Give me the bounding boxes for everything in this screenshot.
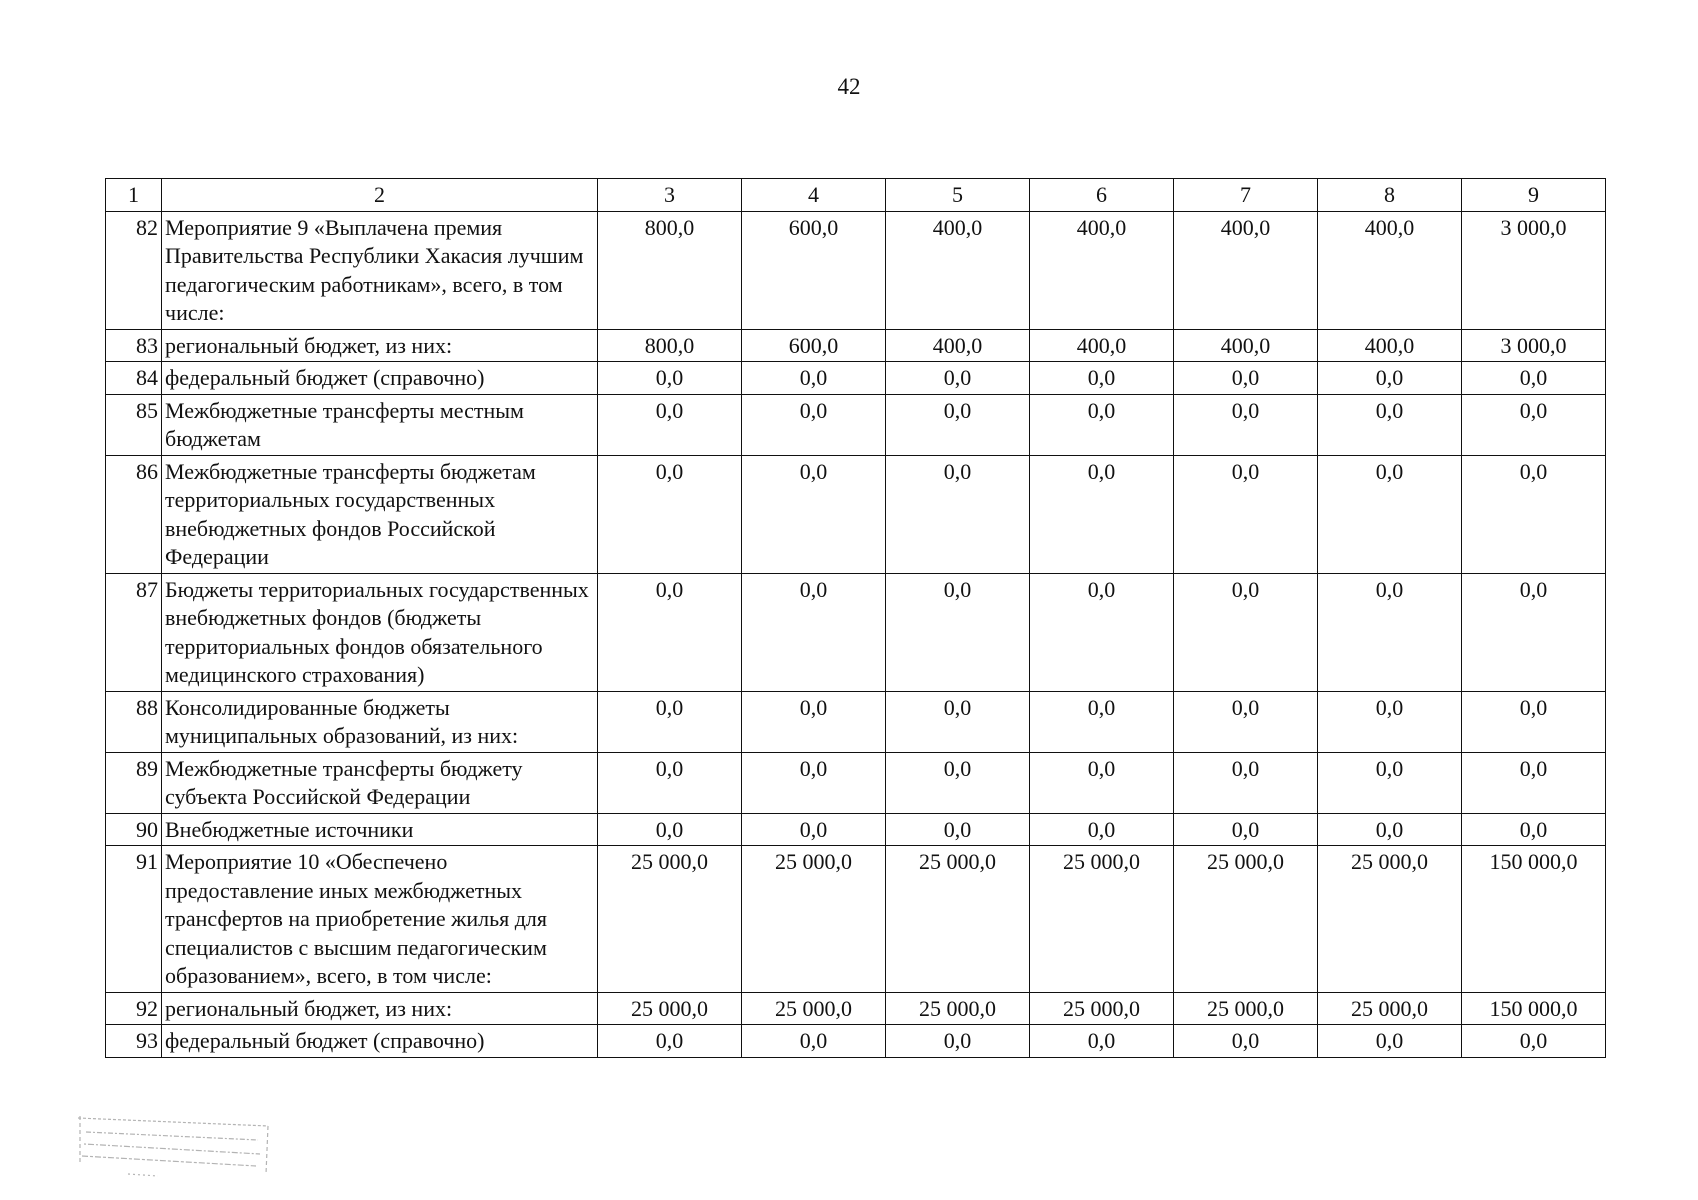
row-value: 25 000,0: [598, 846, 742, 993]
budget-table: [105, 178, 1606, 1058]
row-number: 93: [106, 1025, 162, 1058]
row-value: 0,0: [886, 691, 1030, 752]
row-value: 0,0: [1462, 752, 1606, 813]
row-value: 25 000,0: [742, 992, 886, 1025]
row-value: 0,0: [1318, 573, 1462, 691]
row-value: 0,0: [1174, 362, 1318, 395]
row-value: 0,0: [886, 362, 1030, 395]
row-value: 0,0: [1174, 691, 1318, 752]
row-value: 0,0: [598, 573, 742, 691]
row-value: 800,0: [598, 211, 742, 329]
row-value: 0,0: [1318, 455, 1462, 573]
table-row: [106, 691, 1606, 752]
row-value: 400,0: [1174, 211, 1318, 329]
row-value: 0,0: [1462, 362, 1606, 395]
row-value: 3 000,0: [1462, 329, 1606, 362]
row-value: 0,0: [1174, 394, 1318, 455]
column-header: 8: [1318, 179, 1462, 212]
row-value: 0,0: [1462, 813, 1606, 846]
table-row: [106, 752, 1606, 813]
faded-registration-stamp-icon: [68, 1112, 290, 1182]
row-description: федеральный бюджет (справочно): [162, 1025, 598, 1058]
row-value: 400,0: [886, 329, 1030, 362]
row-value: 0,0: [1318, 752, 1462, 813]
row-description: Консолидированные бюджеты муниципальных образований, из них:: [162, 691, 598, 752]
row-value: 0,0: [1318, 691, 1462, 752]
row-value: 800,0: [598, 329, 742, 362]
row-number: 83: [106, 329, 162, 362]
row-value: 25 000,0: [742, 846, 886, 993]
row-value: 400,0: [1030, 211, 1174, 329]
row-value: 600,0: [742, 329, 886, 362]
row-value: 0,0: [1030, 455, 1174, 573]
row-value: 0,0: [1462, 691, 1606, 752]
row-number: 82: [106, 211, 162, 329]
row-description: Бюджеты территориальных государственных внебюджетных фондов (бюджеты территориальных фондов обязательного медицинского страхования): [162, 573, 598, 691]
row-value: 400,0: [1174, 329, 1318, 362]
table-row: [106, 813, 1606, 846]
row-value: 0,0: [742, 455, 886, 573]
row-value: 0,0: [1318, 813, 1462, 846]
column-header: 7: [1174, 179, 1318, 212]
row-description: Мероприятие 9 «Выплачена премия Правительства Республики Хакасия лучшим педагогическим работникам», всего, в том числе:: [162, 211, 598, 329]
row-value: 0,0: [1030, 362, 1174, 395]
row-value: 0,0: [1318, 362, 1462, 395]
row-value: 0,0: [1030, 573, 1174, 691]
row-value: 0,0: [742, 752, 886, 813]
row-value: 0,0: [886, 813, 1030, 846]
row-number: 89: [106, 752, 162, 813]
row-value: 600,0: [742, 211, 886, 329]
row-value: 400,0: [1318, 329, 1462, 362]
row-value: 0,0: [742, 813, 886, 846]
row-number: 90: [106, 813, 162, 846]
row-value: 0,0: [1174, 1025, 1318, 1058]
page-number: 42: [837, 74, 861, 99]
row-value: 25 000,0: [598, 992, 742, 1025]
row-value: 25 000,0: [1030, 846, 1174, 993]
row-value: 0,0: [742, 394, 886, 455]
row-number: 86: [106, 455, 162, 573]
row-value: 0,0: [1030, 691, 1174, 752]
row-value: 0,0: [742, 1025, 886, 1058]
row-value: 0,0: [1462, 394, 1606, 455]
row-value: 25 000,0: [886, 992, 1030, 1025]
row-value: 0,0: [1030, 813, 1174, 846]
table-row: [106, 329, 1606, 362]
column-header: 6: [1030, 179, 1174, 212]
row-value: 400,0: [1030, 329, 1174, 362]
row-value: 0,0: [598, 455, 742, 573]
row-value: 0,0: [886, 1025, 1030, 1058]
row-value: 0,0: [886, 573, 1030, 691]
table-row: [106, 394, 1606, 455]
row-value: 0,0: [1030, 394, 1174, 455]
row-number: 88: [106, 691, 162, 752]
table-row: [106, 992, 1606, 1025]
row-value: 0,0: [1174, 573, 1318, 691]
row-value: 150 000,0: [1462, 846, 1606, 993]
row-description: региональный бюджет, из них:: [162, 992, 598, 1025]
row-value: 0,0: [742, 362, 886, 395]
row-description: Мероприятие 10 «Обеспечено предоставление иных межбюджетных трансфертов на приобретение жилья для специалистов с высшим педагогическим образованием», всего, в том числе:: [162, 846, 598, 993]
row-value: 0,0: [742, 691, 886, 752]
row-description: Межбюджетные трансферты бюджетам территориальных государственных внебюджетных фондов Российской Федерации: [162, 455, 598, 573]
row-value: 400,0: [886, 211, 1030, 329]
table-header-row: [106, 179, 1606, 212]
row-number: 87: [106, 573, 162, 691]
table-row: [106, 211, 1606, 329]
row-value: 0,0: [1174, 752, 1318, 813]
table-row: [106, 362, 1606, 395]
row-number: 85: [106, 394, 162, 455]
row-value: 25 000,0: [886, 846, 1030, 993]
row-value: 400,0: [1318, 211, 1462, 329]
table-body: [106, 211, 1606, 1057]
row-value: 0,0: [598, 813, 742, 846]
row-number: 84: [106, 362, 162, 395]
row-value: 25 000,0: [1318, 846, 1462, 993]
table-row: [106, 1025, 1606, 1058]
column-header: 9: [1462, 179, 1606, 212]
row-description: региональный бюджет, из них:: [162, 329, 598, 362]
row-value: 0,0: [598, 752, 742, 813]
row-value: 3 000,0: [1462, 211, 1606, 329]
row-value: 0,0: [598, 394, 742, 455]
row-value: 25 000,0: [1174, 992, 1318, 1025]
row-value: 0,0: [1462, 455, 1606, 573]
row-value: 0,0: [742, 573, 886, 691]
row-value: 25 000,0: [1318, 992, 1462, 1025]
row-description: Межбюджетные трансферты местным бюджетам: [162, 394, 598, 455]
row-value: 25 000,0: [1174, 846, 1318, 993]
table-row: [106, 573, 1606, 691]
row-description: Межбюджетные трансферты бюджету субъекта Российской Федерации: [162, 752, 598, 813]
column-header: 4: [742, 179, 886, 212]
row-value: 150 000,0: [1462, 992, 1606, 1025]
row-description: федеральный бюджет (справочно): [162, 362, 598, 395]
column-header: 2: [162, 179, 598, 212]
row-value: 0,0: [886, 394, 1030, 455]
column-header: 3: [598, 179, 742, 212]
row-value: 25 000,0: [1030, 992, 1174, 1025]
row-value: 0,0: [1462, 1025, 1606, 1058]
row-value: 0,0: [1030, 752, 1174, 813]
row-value: 0,0: [1174, 455, 1318, 573]
column-header: 1: [106, 179, 162, 212]
row-value: 0,0: [1174, 813, 1318, 846]
row-value: 0,0: [598, 691, 742, 752]
row-value: 0,0: [598, 1025, 742, 1058]
row-description: Внебюджетные источники: [162, 813, 598, 846]
row-value: 0,0: [598, 362, 742, 395]
row-value: 0,0: [886, 455, 1030, 573]
row-value: 0,0: [1318, 1025, 1462, 1058]
row-number: 92: [106, 992, 162, 1025]
row-value: 0,0: [1030, 1025, 1174, 1058]
row-value: 0,0: [1462, 573, 1606, 691]
table-row: [106, 846, 1606, 993]
row-value: 0,0: [886, 752, 1030, 813]
column-header: 5: [886, 179, 1030, 212]
row-value: 0,0: [1318, 394, 1462, 455]
row-number: 91: [106, 846, 162, 993]
table-row: [106, 455, 1606, 573]
